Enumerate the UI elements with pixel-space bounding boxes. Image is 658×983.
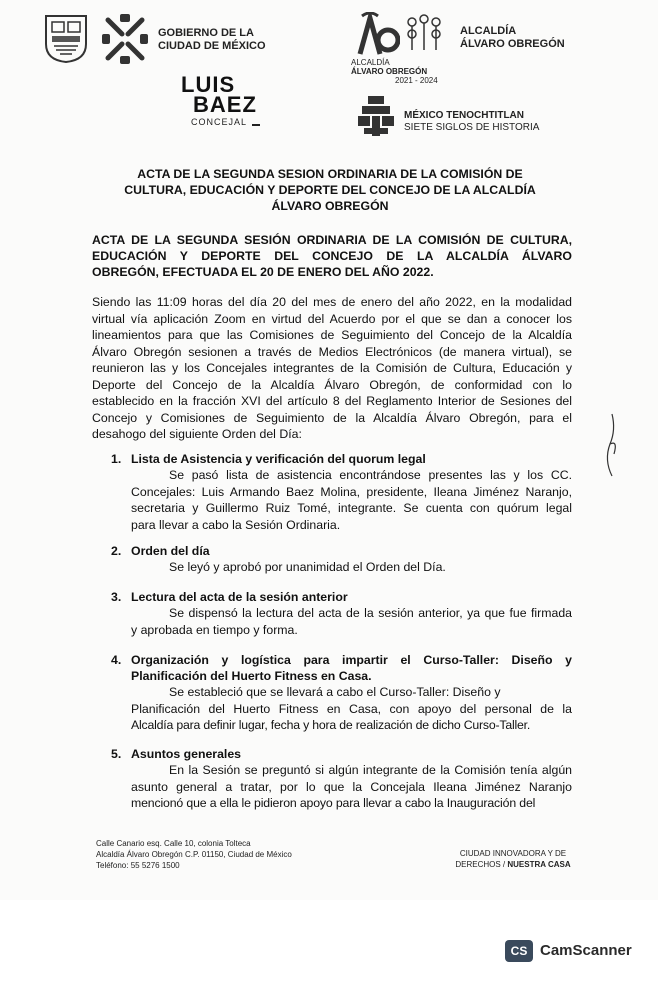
item-body-line: Se pasó lista de asistencia encontrándose presentes las y los CC. bbox=[169, 468, 572, 482]
mx-line-2: SIETE SIGLOS DE HISTORIA bbox=[404, 122, 540, 133]
cdmx-government-name bbox=[158, 27, 266, 53]
agenda-item-5 bbox=[111, 746, 572, 812]
subtitle-line: OBREGÓN, EFECTUADA EL 20 DE ENERO DEL AÑO 2022. bbox=[92, 265, 434, 279]
cdmx-government-logo-icon bbox=[100, 12, 150, 66]
gob-line-2: CIUDAD DE MÉXICO bbox=[158, 40, 266, 52]
margin-signature-icon bbox=[598, 410, 622, 480]
item-body-line: para llevar a cabo la Sesión Ordinaria. bbox=[131, 517, 341, 532]
item-number: 3. bbox=[111, 590, 122, 604]
paragraph-line: Siendo las 11:09 horas del día 20 del mes de enero del año 2022, en la modalidad bbox=[92, 295, 572, 309]
paragraph-line: reunieron las y los Concejales integrantes de la Comisión de Cultura, Educación y bbox=[92, 361, 572, 375]
item-body-line: Concejales: Luis Armando Baez Molina, presidente, Ileana Jiménez Naranjo, bbox=[131, 484, 572, 499]
footer-slogan bbox=[438, 848, 588, 870]
paragraph-line: Concejo y Comisiones de Seguimiento de la Alcaldía Álvaro Obregón, para el bbox=[92, 410, 572, 425]
footer-address bbox=[96, 838, 292, 871]
footer-slogan-line-2b: NUESTRA CASA bbox=[507, 860, 571, 869]
ao-line-2: ÁLVARO OBREGÓN bbox=[460, 38, 565, 50]
item-heading: Lectura del acta de la sesión anterior bbox=[131, 590, 348, 604]
luis-baez-line-2: BAEZ bbox=[193, 92, 257, 117]
paragraph-line: Álvaro Obregón sesionen a través de Medios Electrónicos (de manera virtual), se bbox=[92, 344, 572, 359]
item-heading: Lista de Asistencia y verificación del quorum legal bbox=[131, 452, 426, 466]
item-body-line: Planificación del Huerto Fitness en Casa, con apoyo del personal de la bbox=[131, 701, 572, 716]
luis-baez-underline bbox=[252, 124, 260, 126]
intro-paragraph bbox=[92, 294, 572, 443]
gob-line-1: GOBIERNO DE LA bbox=[158, 27, 254, 39]
camscanner-name: CamScanner bbox=[540, 942, 632, 959]
title-line: ÁLVARO OBREGÓN bbox=[271, 199, 389, 213]
alcaldia-ao-small-text bbox=[351, 58, 438, 85]
item-number: 5. bbox=[111, 747, 122, 761]
agenda-item-1 bbox=[111, 451, 572, 533]
item-body-line: Se estableció que se llevará a cabo el Curso-Taller: Diseño y bbox=[169, 685, 501, 699]
mx-line-1: MÉXICO TENOCHTITLAN bbox=[404, 110, 524, 121]
paragraph-line: lineamientos para que las Comisiones de Seguimiento del Concejo de la Alcaldía bbox=[92, 328, 572, 342]
agenda-item-4 bbox=[111, 652, 572, 734]
footer-address-line: Alcaldía Álvaro Obregón C.P. 01150, Ciudad de México bbox=[96, 850, 292, 859]
item-body-line: Alcaldía para definir lugar, fecha y hora de realización de dicho Curso-Taller. bbox=[131, 718, 531, 732]
item-body-line: secretaria y Guillermo Ruiz Tomé, integrante. Se cuenta con quórum legal bbox=[131, 501, 572, 515]
subtitle-line: ACTA DE LA SEGUNDA SESIÓN ORDINARIA DE LA COMISIÓN DE CULTURA, bbox=[92, 233, 572, 247]
camscanner-logo-icon: CS bbox=[505, 940, 533, 962]
item-body-line: En la Sesión se preguntó si algún integrante de la Comisión tenía algún bbox=[169, 763, 572, 777]
item-number: 4. bbox=[111, 653, 122, 667]
paragraph-line: establecido en la fracción XVI del artículo 8 del Reglamento Interior de Sesiones del bbox=[92, 394, 572, 408]
tenochtitlan-glyph-icon bbox=[354, 94, 400, 140]
title-line: CULTURA, EDUCACIÓN Y DEPORTE DEL CONCEJO DE LA ALCALDÍA bbox=[124, 183, 536, 197]
title-line: ACTA DE LA SEGUNDA SESION ORDINARIA DE LA COMISIÓN DE bbox=[137, 167, 523, 181]
paragraph-line: Deporte del Concejo de la Alcaldía Álvaro Obregón, de conformidad con lo bbox=[92, 377, 572, 392]
luis-baez-line-3: CONCEJAL bbox=[191, 117, 248, 127]
alcaldia-ao-name bbox=[460, 25, 565, 51]
item-heading: Orden del día bbox=[131, 544, 210, 558]
cdmx-coat-of-arms-icon bbox=[44, 14, 88, 64]
agenda-item-3 bbox=[111, 589, 572, 638]
paragraph-line: desahogo del siguiente Orden del Día: bbox=[92, 427, 302, 441]
footer-address-line: Calle Canario esq. Calle 10, colonia Tolteca bbox=[96, 839, 251, 848]
ao-line-1: ALCALDÍA bbox=[460, 25, 517, 37]
item-body-line: Se dispensó la lectura del acta de la sesión anterior, ya que fue firmada bbox=[169, 606, 572, 620]
tenochtitlan-text bbox=[404, 110, 539, 134]
footer-slogan-line-1: CIUDAD INNOVADORA Y DE bbox=[459, 849, 567, 858]
luis-baez-logo bbox=[181, 72, 261, 127]
alcaldia-ao-logo-icon bbox=[356, 12, 400, 58]
document-title bbox=[60, 166, 600, 214]
ao-small-line-1: ALCALDÍA bbox=[351, 58, 390, 67]
luis-baez-line-1: LUIS bbox=[181, 72, 236, 97]
subtitle-line: EDUCACIÓN Y DEPORTE DEL CONCEJO DE LA ALCALDÍA ÁLVARO bbox=[92, 249, 572, 263]
paragraph-line: virtual vía aplicación Zoom en virtud del Acuerdo por el que se dan a conocer los bbox=[92, 311, 572, 326]
item-number: 1. bbox=[111, 452, 122, 466]
item-heading: Planificación del Huerto Fitness en Casa. bbox=[131, 669, 372, 683]
item-body-line: mencionó que a ella le pidieron apoyo para llevar a cabo la Inauguración del bbox=[131, 796, 536, 810]
item-body-line: Se leyó y aprobó por unanimidad el Orden del Día. bbox=[169, 560, 446, 574]
ao-small-line-2: ÁLVARO OBREGÓN bbox=[351, 67, 428, 76]
ao-years: 2021 - 2024 bbox=[395, 76, 438, 85]
item-heading: Asuntos generales bbox=[131, 747, 242, 761]
flowers-icon bbox=[404, 14, 444, 54]
footer-slogan-line-2a: DERECHOS / bbox=[455, 860, 508, 869]
agenda-item-2 bbox=[111, 543, 572, 576]
footer-address-line: Teléfono: 55 5276 1500 bbox=[96, 861, 180, 870]
document-subtitle bbox=[92, 232, 572, 280]
item-body-line: y aprobada en tiempo y forma. bbox=[131, 622, 298, 637]
item-body-line: asunto general a tratar, por lo que la Concejala Ileana Jiménez Naranjo bbox=[131, 779, 572, 794]
item-heading: Organización y logística para impartir el Curso-Taller: Diseño y bbox=[131, 653, 572, 667]
item-number: 2. bbox=[111, 544, 122, 558]
